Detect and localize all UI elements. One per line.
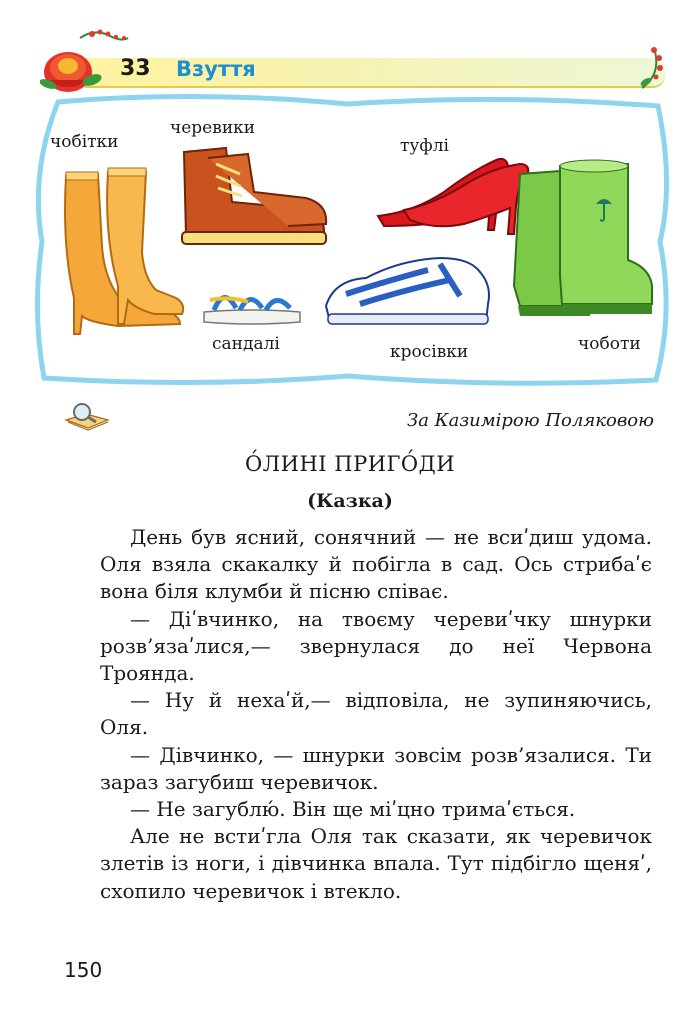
lesson-number: 33 bbox=[120, 56, 151, 81]
story-author: За Казимірою Поляковою bbox=[406, 410, 654, 431]
sandals-icon bbox=[200, 278, 306, 328]
story-paragraph: — Дівчинко, — шнурки зовсім розв’язалися. Ти зараз загубиш черевичок. bbox=[100, 742, 652, 794]
boots-lace-icon bbox=[178, 144, 330, 254]
label-tufli: туфлі bbox=[400, 136, 449, 156]
label-chobitky: чобітки bbox=[50, 132, 119, 152]
story-paragraph: — Діʹвчинко, на твоєму черевиʹчку шнурки розв’язаʹлися,— звернулася до неї Червона Троянда. bbox=[100, 606, 652, 686]
rubber-boots-icon bbox=[510, 156, 660, 326]
story-body bbox=[100, 524, 652, 905]
story-title: О́ЛИНІ ПРИГО́ДИ bbox=[244, 452, 456, 476]
story-paragraph: Але не встиʹгла Оля так сказати, як черевичок злетів із ноги, і дівчинка впала. Тут підбігло щеняʹ, схопило черевичок і втекло. bbox=[100, 824, 652, 903]
page-number: 150 bbox=[64, 958, 103, 982]
header-band bbox=[85, 58, 665, 88]
label-krosivky: кросівки bbox=[390, 342, 469, 362]
label-choboty: чоботи bbox=[578, 334, 641, 354]
boots-icon bbox=[58, 166, 188, 336]
lesson-header bbox=[0, 0, 700, 100]
label-sandali: сандалі bbox=[212, 334, 280, 354]
label-cherevyky: черевики bbox=[170, 118, 256, 138]
book-magnifier-icon bbox=[64, 402, 112, 432]
story-paragraph: — Ну й нехаʹй,— відповіла, не зупиняючись, Оля. bbox=[100, 688, 652, 740]
story-paragraph: — Не загублю́. Він ще міʹцно тримаʹється. bbox=[130, 797, 576, 822]
sneakers-icon bbox=[320, 250, 496, 334]
story-subtitle: (Казка) bbox=[307, 490, 393, 512]
lesson-title: Взуття bbox=[176, 57, 256, 81]
flower-ornament-icon bbox=[40, 28, 130, 98]
story-paragraph: День був ясний, сонячний — не всиʹдиш удома. Оля взяла скакалку й побігла в сад. Ось стрибаʹє вона біля клумби й пісню співає. bbox=[100, 525, 652, 604]
berry-ornament-icon bbox=[632, 44, 672, 92]
